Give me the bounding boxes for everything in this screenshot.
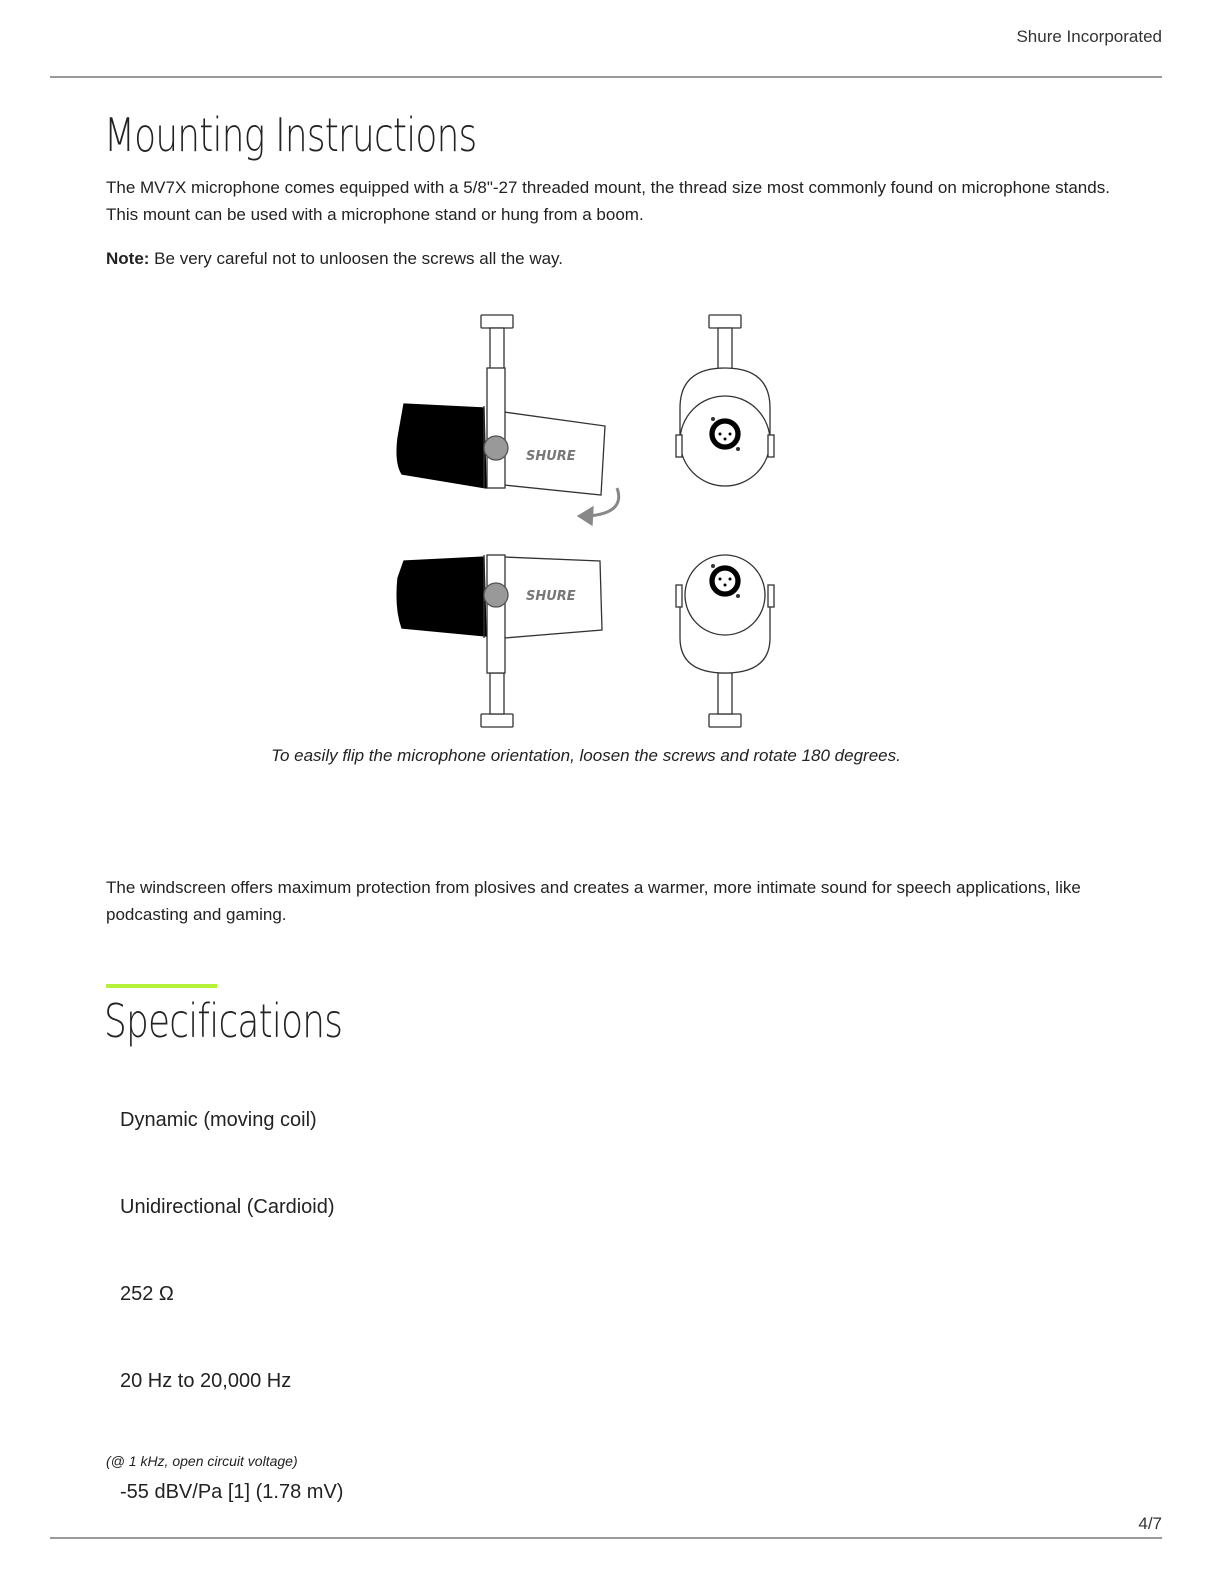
spec-polar-pattern: Unidirectional (Cardioid) [120, 1196, 335, 1218]
mic-front-view-top [676, 315, 774, 486]
mic-front-view-bottom [676, 555, 774, 727]
header-company-name: Shure Incorporated [1016, 27, 1162, 46]
note-label: Note: [106, 249, 150, 268]
svg-text:SHURE: SHURE [526, 589, 576, 604]
figure-caption: To easily flip the microphone orientation, loosen the screws and rotate 180 degrees. [271, 746, 901, 765]
mounting-instructions-heading: Mounting Instructions [104, 108, 477, 162]
spec-impedance: 252 Ω [120, 1283, 174, 1305]
section-accent-bar [106, 984, 217, 988]
note-text: Be very careful not to unloosen the screws all the way. [149, 249, 564, 268]
windscreen-paragraph: The windscreen offers maximum protection from plosives and creates a warmer, more intimate sound for speech applications, like podcasting and gaming. [106, 878, 1081, 924]
microphone-flip-illustration [380, 308, 800, 733]
footer-divider [50, 1537, 1162, 1539]
spec-sensitivity-note: (@ 1 kHz, open circuit voltage) [106, 1453, 298, 1469]
mic-side-view-top [397, 315, 605, 495]
note-paragraph [106, 245, 1116, 272]
mounting-intro-paragraph: The MV7X microphone comes equipped with a 5/8"-27 threaded mount, the thread size most commonly found on microphone stands. This mount can be used with a microphone stand or hung from a boom. [106, 178, 1110, 224]
page-number: 4/7 [1138, 1514, 1162, 1533]
mic-side-view-bottom [397, 555, 602, 727]
header-divider [50, 76, 1162, 78]
spec-transducer-type: Dynamic (moving coil) [120, 1109, 317, 1131]
specifications-heading: Specifications [104, 994, 343, 1048]
spec-frequency-response: 20 Hz to 20,000 Hz [120, 1370, 292, 1392]
svg-text:SHURE: SHURE [526, 449, 576, 464]
spec-sensitivity: -55 dBV/Pa [1] (1.78 mV) [120, 1481, 344, 1503]
